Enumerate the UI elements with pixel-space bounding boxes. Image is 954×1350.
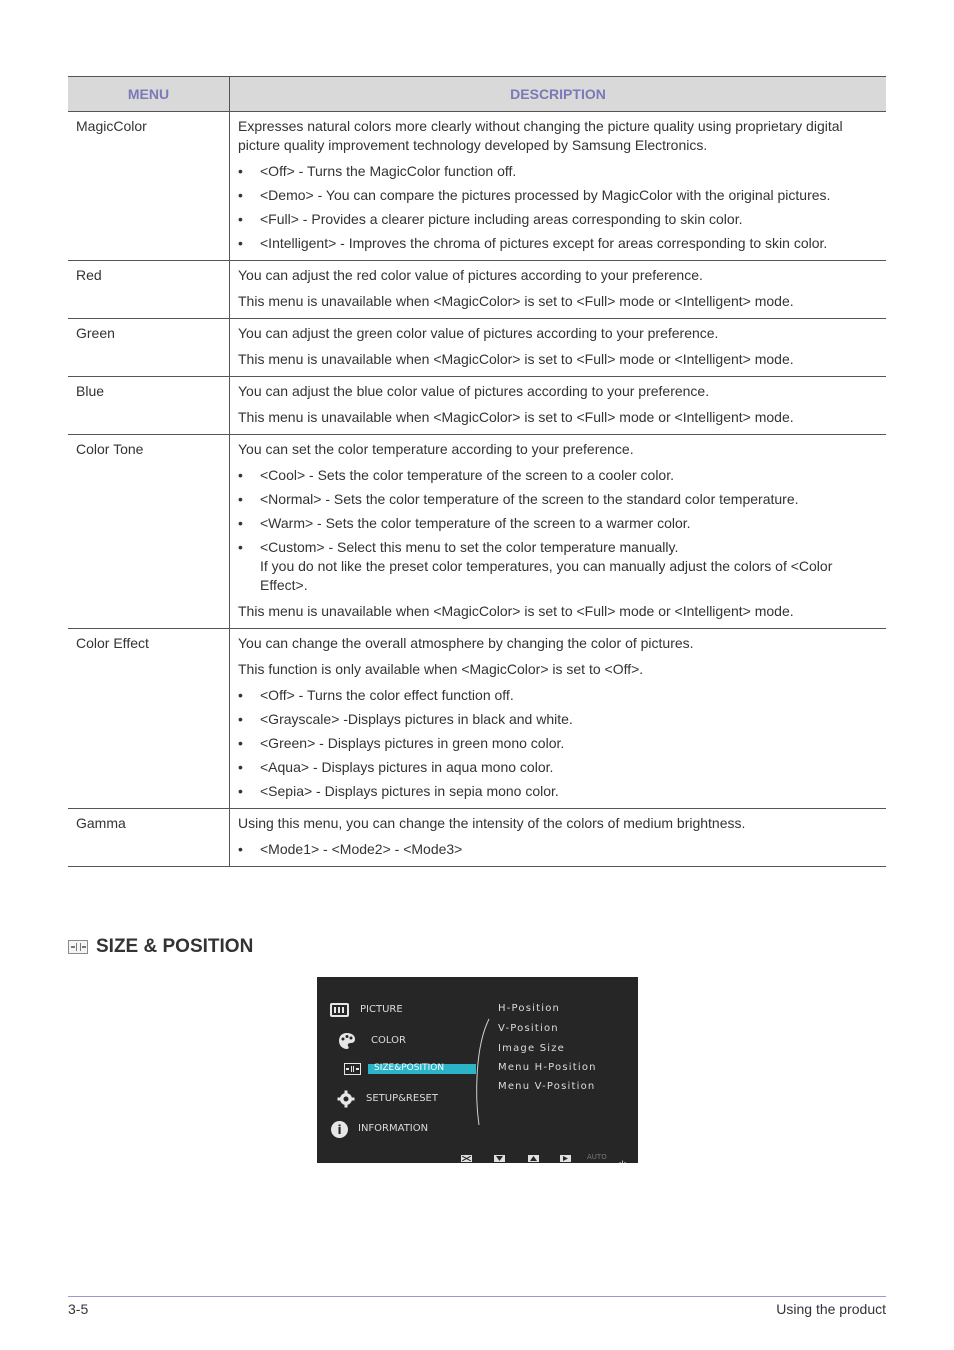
menu-description: [230, 261, 887, 319]
osd-up-button-icon: [528, 1155, 539, 1162]
size-position-icon: [68, 940, 88, 954]
table-row: [68, 629, 886, 809]
option-list: [238, 162, 878, 253]
osd-submenu-item: V-Position: [498, 1023, 559, 1034]
osd-menu-item-size-position: SIZE&POSITION: [374, 1063, 445, 1073]
size-position-menu-icon: [344, 1063, 361, 1075]
description-paragraph: You can adjust the red color value of pictures according to your preference.: [238, 267, 703, 283]
option-item: • <Warm> - Sets the color temperature of the screen to a warmer color.: [238, 514, 878, 533]
option-item: • <Normal> - Sets the color temperature of the screen to the standard color temperature.: [238, 490, 878, 509]
description-paragraph: You can set the color temperature according to your preference.: [238, 441, 634, 457]
option-item: [238, 538, 878, 595]
option-item: • <Mode1> - <Mode2> - <Mode3>: [238, 840, 878, 859]
section-title: SIZE & POSITION: [96, 936, 254, 957]
palette-icon: [337, 1031, 357, 1051]
menu-description: [230, 809, 887, 867]
menu-column-header: MENU: [68, 77, 230, 112]
description-note: This menu is unavailable when <MagicColor> is set to <Full> mode or <Intelligent> mode.: [238, 293, 794, 309]
description-paragraph: Using this menu, you can change the intensity of the colors of medium brightness.: [238, 815, 746, 831]
menu-name: Color Effect: [68, 629, 230, 809]
description-note: This menu is unavailable when <MagicColor> is set to <Full> mode or <Intelligent> mode.: [238, 351, 794, 367]
section-heading: [68, 934, 253, 960]
page-number: 3-5: [68, 1301, 89, 1317]
osd-power-icon: [618, 1154, 627, 1163]
description-paragraph: You can change the overall atmosphere by changing the color of pictures.: [238, 635, 694, 651]
table-row: [68, 112, 886, 261]
menu-name: Green: [68, 319, 230, 377]
info-icon: i: [331, 1121, 348, 1138]
gear-icon: [337, 1090, 355, 1108]
osd-menu-screenshot: [317, 977, 638, 1163]
option-list: [238, 686, 878, 801]
table-row: [68, 435, 886, 629]
table-row: [68, 261, 886, 319]
table-row: [68, 319, 886, 377]
chapter-title: Using the product: [776, 1301, 886, 1317]
description-paragraph: Expresses natural colors more clearly without changing the picture quality using proprietary digital picture quality improvement technology developed by Samsung Electronics.: [238, 118, 843, 153]
option-item: • <Off> - Turns the color effect function off.: [238, 686, 878, 705]
osd-enter-button-icon: [560, 1155, 571, 1162]
menu-name: MagicColor: [68, 112, 230, 261]
option-item: • <Demo> - You can compare the pictures processed by MagicColor with the original pictures.: [238, 186, 878, 205]
description-note: This menu is unavailable when <MagicColor> is set to <Full> mode or <Intelligent> mode.: [238, 409, 794, 425]
description-column-header: DESCRIPTION: [230, 77, 887, 112]
osd-menu-item-information: INFORMATION: [358, 1123, 429, 1134]
table-row: [68, 377, 886, 435]
osd-menu-item-color: COLOR: [371, 1035, 406, 1046]
menu-name: Blue: [68, 377, 230, 435]
menu-description: [230, 629, 887, 809]
osd-menu-item-picture: PICTURE: [360, 1004, 403, 1015]
option-item: • <Cool> - Sets the color temperature of the screen to a cooler color.: [238, 466, 878, 485]
option-item: • <Intelligent> - Improves the chroma of pictures except for areas corresponding to skin color.: [238, 234, 878, 253]
menu-description: [230, 377, 887, 435]
option-item: • <Grayscale> -Displays pictures in black and white.: [238, 710, 878, 729]
option-item: • <Aqua> - Displays pictures in aqua mono color.: [238, 758, 878, 777]
osd-menu-item-setup-reset: SETUP&RESET: [366, 1093, 438, 1104]
picture-icon: [330, 1003, 349, 1017]
osd-down-button-icon: [494, 1155, 505, 1162]
menu-description: [230, 435, 887, 629]
description-note: This function is only available when <MagicColor> is set to <Off>.: [238, 661, 644, 677]
osd-divider-arc: [467, 1017, 497, 1127]
option-note: If you do not like the preset color temperatures, you can manually adjust the colors of <Color Effect>.: [260, 558, 833, 593]
description-note: This menu is unavailable when <MagicColor> is set to <Full> mode or <Intelligent> mode.: [238, 603, 794, 619]
osd-menu-button-icon: [461, 1155, 472, 1162]
description-paragraph: You can adjust the green color value of pictures according to your preference.: [238, 325, 719, 341]
menu-name: Color Tone: [68, 435, 230, 629]
option-item: • <Off> - Turns the MagicColor function off.: [238, 162, 878, 181]
menu-name: Red: [68, 261, 230, 319]
table-row: [68, 809, 886, 867]
option-list: [238, 466, 878, 595]
osd-submenu-item: H-Position: [498, 1003, 561, 1014]
osd-submenu-item: Image Size: [498, 1043, 566, 1054]
table-header-row: [68, 77, 886, 112]
menu-name: Gamma: [68, 809, 230, 867]
osd-auto-label: AUTO: [587, 1153, 607, 1161]
osd-submenu-item: Menu H-Position: [498, 1062, 597, 1073]
footer-divider: [68, 1296, 886, 1297]
option-list: [238, 840, 878, 859]
menu-description-table: [68, 76, 886, 867]
description-paragraph: You can adjust the blue color value of pictures according to your preference.: [238, 383, 710, 399]
option-item: • <Full> - Provides a clearer picture including areas corresponding to skin color.: [238, 210, 878, 229]
option-text: <Custom> - Select this menu to set the color temperature manually.: [260, 539, 679, 555]
osd-submenu-item: Menu V-Position: [498, 1081, 596, 1092]
menu-description: [230, 112, 887, 261]
option-item: • <Sepia> - Displays pictures in sepia mono color.: [238, 782, 878, 801]
menu-description: [230, 319, 887, 377]
option-item: • <Green> - Displays pictures in green mono color.: [238, 734, 878, 753]
